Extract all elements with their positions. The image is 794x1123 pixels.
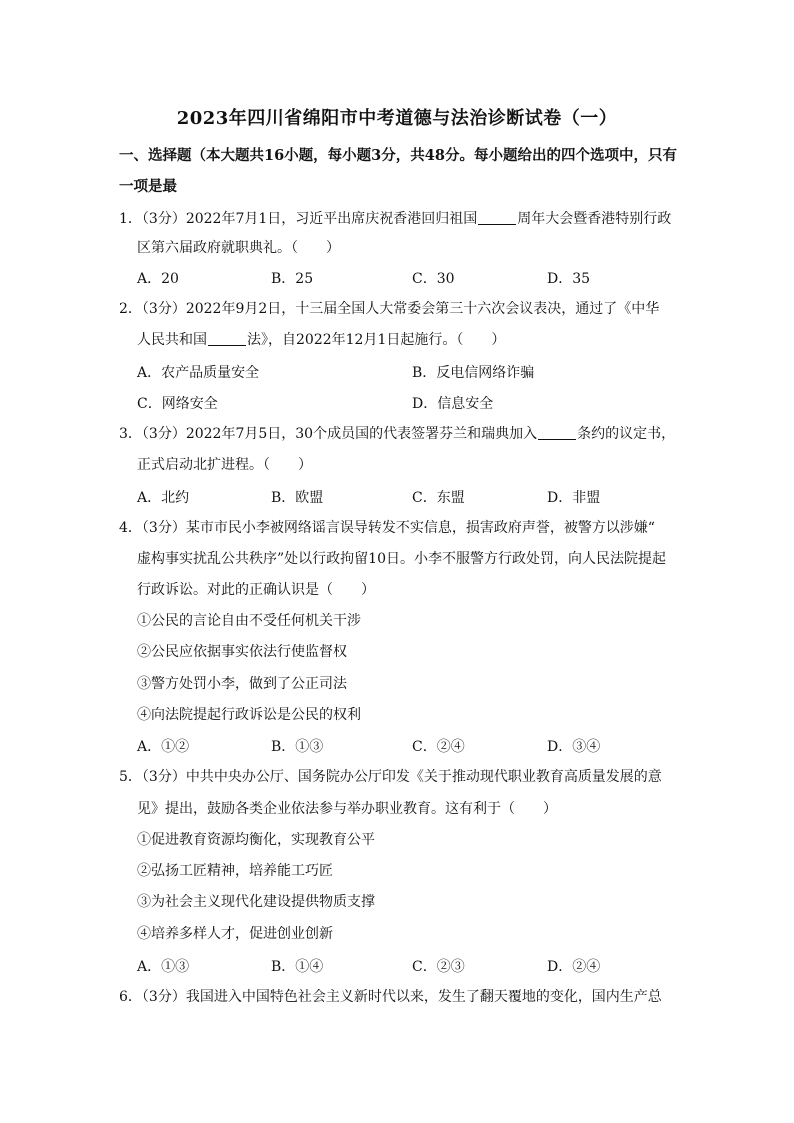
section-heading-line-1: 一、选择题（本大题共16小题，每小题3分，共48分。每小题给出的四个选项中，只有 [119, 147, 677, 164]
question-2-line-2 [137, 330, 505, 350]
section-heading-line-2: 一项是最 [119, 178, 177, 195]
question-1-text-b: 周年大会暨香港特别行政 [517, 211, 672, 227]
question-5-line-2: 见》提出，鼓励各类企业依法参与举办职业教育。这有利于（ ） [137, 801, 557, 817]
answer-blank [478, 210, 516, 225]
question-2-text-b: 法》，自2022年12月1日起施行。（ ） [247, 332, 506, 348]
question-5-line-1: 5．（3分）中共中央办公厅、国务院办公厅印发《关于推动现代职业教育高质量发展的意 [119, 769, 662, 785]
answer-blank [208, 331, 246, 346]
question-2-line-1: 2．（3分）2022年9月2日，十三届全国人大常委会第三十六次会议表决，通过了《中华 [119, 301, 660, 317]
question-5-item-2: ②弘扬工匠精神，培养能工巧匠 [137, 863, 333, 879]
question-5-options [137, 956, 697, 976]
question-5-item-1: ①促进教育资源均衡化，实现教育公平 [137, 832, 375, 848]
question-4-item-2: ②公民应依据事实依法行使监督权 [137, 644, 347, 660]
option-c: C．②③ [412, 959, 465, 975]
option-a: A．农产品质量安全 [137, 365, 260, 381]
question-2-options-row-1 [137, 362, 697, 382]
option-c: C．30 [412, 271, 455, 287]
question-4-line-2: 虚构事实扰乱公共秩序”处以行政拘留10日。小李不服警方行政处罚，向人民法院提起 [137, 551, 666, 567]
option-d: D．非盟 [547, 490, 601, 506]
option-a: A．20 [137, 271, 179, 287]
question-6-line-1: 6．（3分）我国进入中国特色社会主义新时代以来，发生了翻天覆地的变化，国内生产总 [119, 989, 662, 1005]
exam-title: 2023年四川省绵阳市中考道德与法治诊断试卷（一） [176, 108, 618, 129]
question-3-text-a: 3．（3分）2022年7月5日，30个成员国的代表签署芬兰和瑞典加入 [119, 426, 538, 442]
option-a: A．北约 [137, 490, 190, 506]
option-d: D．②④ [547, 959, 601, 975]
question-1-text-a: 1．（3分）2022年7月1日，习近平出席庆祝香港回归祖国 [119, 211, 478, 227]
question-4-options [137, 736, 697, 756]
option-b: B．①③ [271, 739, 324, 755]
option-a: A．①② [137, 739, 190, 755]
option-d: D．③④ [547, 739, 601, 755]
question-1-options [137, 268, 697, 288]
question-5-item-4: ④培养多样人才，促进创业创新 [137, 926, 333, 942]
question-3-line-2: 正式启动北扩进程。（ ） [137, 457, 312, 473]
option-d: D．信息安全 [412, 396, 494, 412]
option-b: B．欧盟 [271, 490, 324, 506]
section-heading [119, 140, 689, 202]
question-4-line-3: 行政诉讼。对此的正确认识是（ ） [137, 582, 375, 598]
question-3-options [137, 487, 697, 507]
question-1-line-1 [119, 209, 671, 229]
question-4-item-3: ③警方处罚小李，做到了公正司法 [137, 676, 347, 692]
question-4-item-4: ④向法院提起行政诉讼是公民的权利 [137, 707, 361, 723]
option-d: D．35 [547, 271, 591, 287]
question-1-line-2: 区第六届政府就职典礼。（ ） [137, 240, 340, 256]
option-b: B．①④ [271, 959, 324, 975]
question-3-line-1 [119, 424, 675, 444]
question-5-item-3: ③为社会主义现代化建设提供物质支撑 [137, 894, 375, 910]
question-2-options-row-2 [137, 393, 697, 413]
option-a: A．①③ [137, 959, 190, 975]
option-c: C．②④ [412, 739, 465, 755]
question-4-line-1: 4．（3分）某市市民小李被网络谣言误导转发不实信息，损害政府声誉，被警方以涉嫌“ [119, 520, 655, 536]
option-b: B．25 [271, 271, 314, 287]
question-2-text-a: 人民共和国 [137, 332, 207, 348]
option-c: C．网络安全 [137, 396, 218, 412]
question-4-item-1: ①公民的言论自由不受任何机关干涉 [137, 613, 361, 629]
question-3-text-b: 条约的议定书， [577, 426, 676, 442]
answer-blank [538, 425, 576, 440]
option-b: B．反电信网络诈骗 [412, 365, 535, 381]
option-c: C．东盟 [412, 490, 465, 506]
